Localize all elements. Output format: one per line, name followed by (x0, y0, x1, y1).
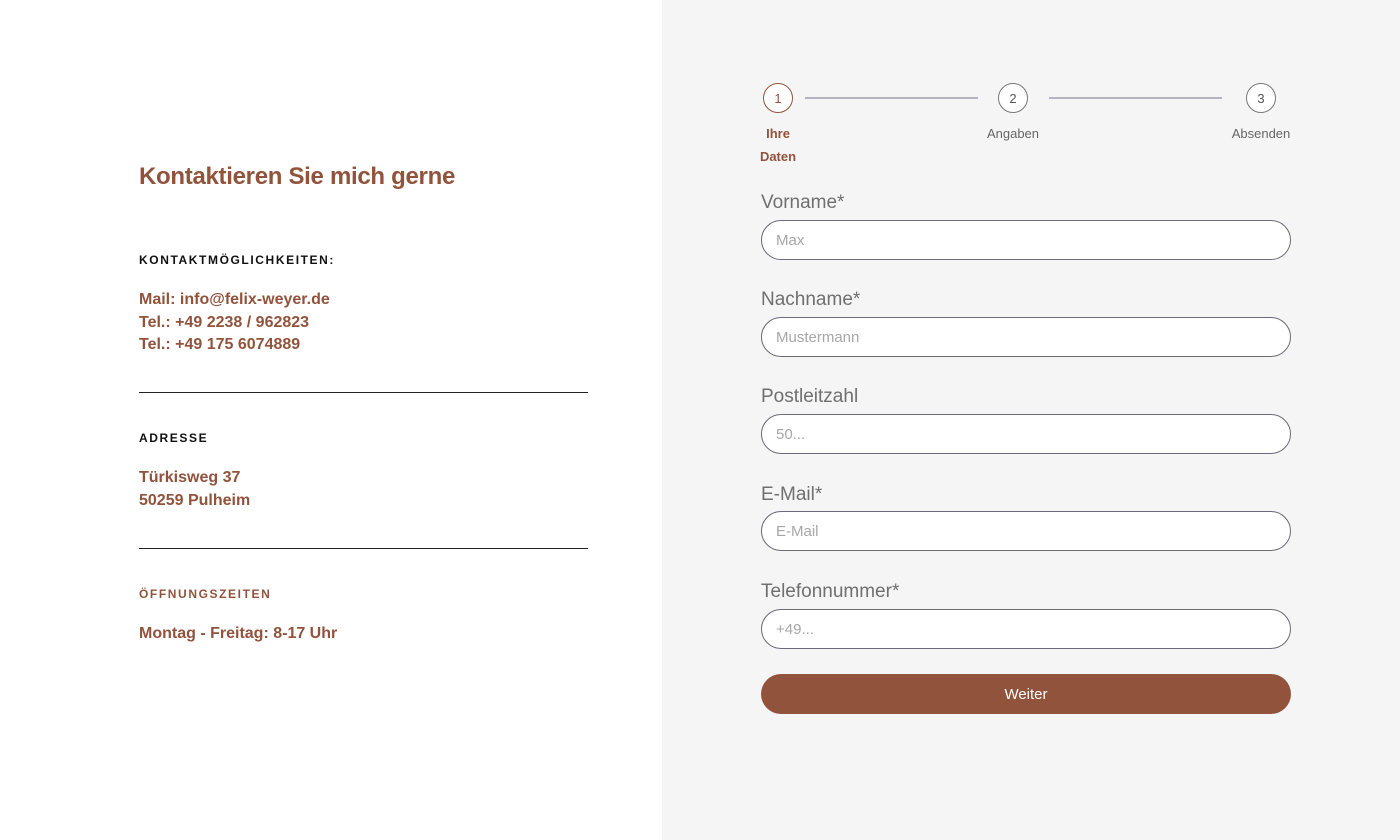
opening-hours-text: Montag - Freitag: 8-17 Uhr (139, 625, 338, 642)
step-3-label: Absenden (1231, 126, 1291, 141)
step-3-indicator[interactable]: 3 (1246, 83, 1276, 113)
postal-code-input[interactable] (761, 414, 1291, 454)
contact-email-text: Mail: info@felix-weyer.de (139, 291, 330, 308)
opening-hours-heading: ÖFFNUNGSZEITEN (139, 587, 272, 601)
address-street-text: Türkisweg 37 (139, 469, 241, 486)
step-1-label (748, 123, 808, 168)
stepper-connector (1049, 97, 1222, 99)
step-1-label-line: Daten (759, 148, 797, 164)
last-name-label: Nachname* (761, 289, 861, 310)
address-heading: ADRESSE (139, 431, 209, 445)
phone-label: Telefonnummer* (761, 581, 900, 602)
contact-options-list (139, 289, 330, 357)
step-2-indicator[interactable]: 2 (998, 83, 1028, 113)
step-1-label-line: Ihre (766, 126, 790, 141)
section-divider (139, 548, 588, 549)
email-label: E-Mail* (761, 484, 823, 505)
address-block (139, 467, 250, 512)
section-divider (139, 392, 588, 393)
step-1-indicator[interactable]: 1 (763, 83, 793, 113)
address-city-text: 50259 Pulheim (139, 491, 251, 509)
step-2-label: Angaben (986, 126, 1040, 141)
contact-mobile-text: Tel.: +49 175 6074889 (139, 336, 301, 353)
postal-code-label: Postleitzahl (761, 386, 859, 407)
email-input[interactable] (761, 511, 1291, 551)
phone-input[interactable] (761, 609, 1291, 649)
opening-hours-block (139, 623, 337, 646)
contact-options-heading: KONTAKTMÖGLICHKEITEN: (139, 253, 336, 267)
contact-info-panel (0, 0, 662, 840)
first-name-input[interactable] (761, 220, 1291, 260)
last-name-input[interactable] (761, 317, 1291, 357)
page-title: Kontaktieren Sie mich gerne (139, 163, 455, 190)
first-name-label: Vorname* (761, 192, 845, 213)
stepper-connector (805, 97, 978, 99)
next-button[interactable]: Weiter (761, 674, 1291, 714)
contact-phone-text: Tel.: +49 2238 / 962823 (139, 313, 310, 331)
